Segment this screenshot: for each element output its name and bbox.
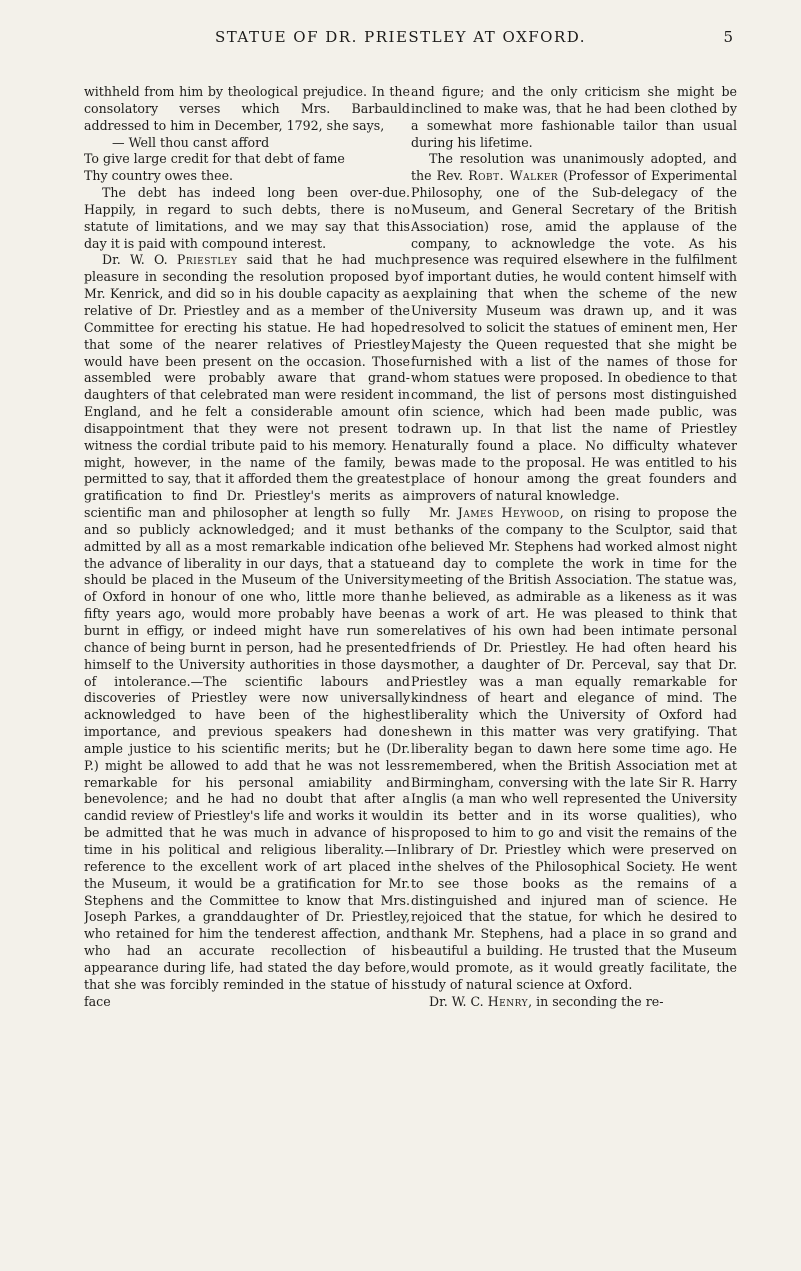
paragraph: withheld from him by theological prejudice. In the consolatory verses which Mrs. Barbauld addressed to him in December, 1792, she says, xyxy=(84,84,410,133)
running-head xyxy=(0,28,801,56)
paragraph-text: The resolution was unanimously adopted, and the Rev. xyxy=(411,151,737,184)
verse-quotation xyxy=(84,135,410,186)
verse-line: Thy country owes thee. xyxy=(84,168,234,184)
speaker-prefix: Dr. W. C. xyxy=(429,993,488,1009)
paragraph xyxy=(411,994,737,1011)
speaker-prefix: Dr. W. O. xyxy=(102,252,177,268)
paragraph xyxy=(84,252,410,1010)
paragraph-text: , in seconding the re- xyxy=(528,993,664,1009)
paragraph-text: (Professor of Experimental Philosophy, one of the Sub-delegacy of the Museum, and General Secretary of the British Association) rose, amid the applause of the company, to acknowledge the vote. As his presence was required elsewhere in the fulfilment of important duties, he would content himself with explaining that when the scheme of the new University Museum was drawn up, and it was resolved to solicit the statues of eminent men, Her Majesty the Queen requested that she might be furnished with a list of the names of those for whom statues were proposed. In obedience to that command, the list of persons most distinguished in science, which had been made public, was drawn up. In that list the name of Priestley naturally found a place. No difficulty whatever was made to the proposal. He was entitled to his place of honour among the great founders and improvers of natural knowledge. xyxy=(411,168,737,504)
verse-line: — Well thou canst afford xyxy=(112,134,270,150)
right-column xyxy=(411,84,737,1254)
paragraph: and figure; and the only criticism she might be inclined to make was, that he had been clothed by a somewhat more fashionable tailor than usual during his lifetime. xyxy=(411,84,737,150)
speaker-prefix: Mr. xyxy=(429,505,458,521)
paragraph: The debt has indeed long been over-due. Happily, in regard to such debts, there is no statute of limitations, and we may say that this day it is paid with compound interest. xyxy=(84,185,410,251)
speaker-name: Priestley xyxy=(176,252,238,268)
paragraph xyxy=(411,151,737,505)
paragraph xyxy=(411,505,737,993)
paragraph-text: , on rising to propose the thanks of the company to the Sculptor, said that he believed Mr. Stephens had worked almost night and day to complete the work in time for the meeting of the British Association. The statue was, he believed, as admirable as a likeness as it was as a work of art. He was pleased to think that relatives of his own had been intimate personal friends of Dr. Priestley. He had often heard his mother, a daughter of Dr. Perceval, say that Dr. Priestley was a man equally remarkable for kindness of heart and elegance of mind. The liberality which the University of Oxford had shewn in this matter was very gratifying. That liberality began to dawn here some time ago. He remembered, when the British Association met at Birmingham, conversing with the late Sir R. Harry Inglis (a man who well represented the University in its better and in its worse qualities), who proposed to him to go and visit the remains of the library of Dr. Priestley which were preserved on the shelves of the Philosophical Society. He went to see those books as the remains of a distinguished and injured man of science. He rejoiced that the statue, for which he desired to thank Mr. Stephens, had a place in so grand and beautiful a building. He trusted that the Museum would promote, as it would greatly facilitate, the study of natural science at Oxford. xyxy=(411,505,737,992)
speaker-name: Robt. Walker xyxy=(468,168,559,184)
speaker-name: Henry xyxy=(487,993,529,1009)
page-number: 5 xyxy=(723,28,733,46)
verse-line: To give large credit for that debt of fame xyxy=(84,151,345,167)
paragraph-text: said that he had much pleasure in seconding the resolution proposed by Mr. Kenrick, and did so in his double capacity as a relative of Dr. Priestley and as a member of the Committee for erecting his statue. He had hoped that some of the nearer relatives of Priestley would have been present on the occasion. Those assembled were probably aware that grand-daughters of that celebrated man were resident in England, and he felt a considerable amount of disappointment that they were not present to witness the cordial tribute paid to his memory. He might, however, in the name of the family, be permitted to say, that it afforded them the greatest gratification to find Dr. Priestley's merits as a scientific man and philosopher at length so fully and so publicly acknowledged; and it must be admitted by all as a most remarkable indication of the advance of liberality in our days, that a statue should be placed in the Museum of the University of Oxford in honour of one who, little more than fifty years ago, would more probably have been burnt in effigy, or indeed might have run some chance of being burnt in person, had he presented himself to the University authorities in those days of intolerance.—The scientific labours and discoveries of Priestley were now universally acknowledged to have been of the highest importance, and previous speakers had done ample justice to his scientific merits; but he (Dr. P.) might be allowed to add that he was not less remarkable for his personal amiability and benevolence; and he had no doubt that after a candid review of Priestley's life and works it would be admitted that he was much in advance of his time in his political and religious liberality.—In reference to the excellent work of art placed in the Museum, it would be a gratification for Mr. Stephens and the Committee to know that Mrs. Joseph Parkes, a granddaughter of Dr. Priestley, who retained for him the tenderest affection, and who had an accurate recollection of his appearance during life, had stated the day before, that she was forcibly reminded in the statue of his face xyxy=(84,252,410,1009)
running-title: STATUE OF DR. PRIESTLEY AT OXFORD. xyxy=(214,28,587,46)
left-column xyxy=(84,84,410,1254)
speaker-name: James Heywood xyxy=(457,505,560,521)
